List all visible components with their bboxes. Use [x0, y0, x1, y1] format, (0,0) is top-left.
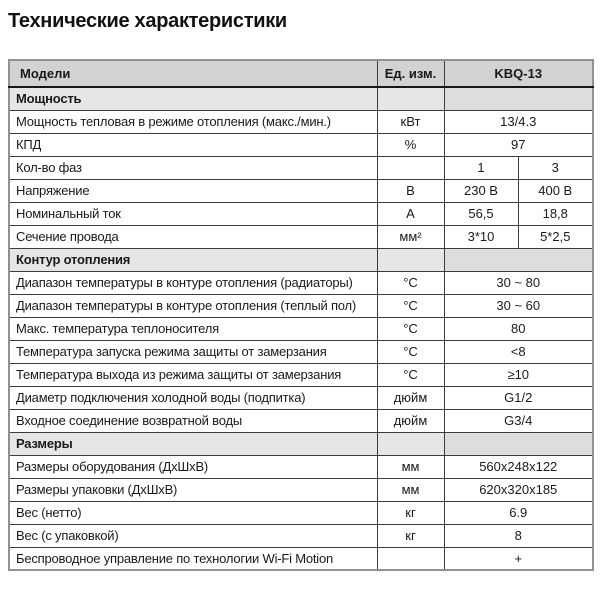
spec-table-body: [9, 87, 593, 570]
section-value-cell: [444, 248, 593, 271]
value-cell: +: [444, 547, 593, 570]
unit-cell: мм: [377, 478, 444, 501]
unit-cell: °С: [377, 340, 444, 363]
section-unit-cell: [377, 248, 444, 271]
unit-cell: °С: [377, 294, 444, 317]
table-row: [9, 133, 593, 156]
spec-table: [8, 59, 594, 571]
param-cell: Размеры оборудования (ДхШхВ): [9, 455, 377, 478]
section-row: [9, 432, 593, 455]
section-unit-cell: [377, 87, 444, 110]
value-cell: 400 В: [518, 179, 593, 202]
table-header-row: [9, 60, 593, 87]
value-cell: 30 ~ 60: [444, 294, 593, 317]
value-cell: 230 В: [444, 179, 518, 202]
param-cell: Размеры упаковки (ДхШхВ): [9, 478, 377, 501]
value-cell: 1: [444, 156, 518, 179]
unit-cell: мм²: [377, 225, 444, 248]
unit-cell: дюйм: [377, 386, 444, 409]
param-cell: Входное соединение возвратной воды: [9, 409, 377, 432]
unit-cell: %: [377, 133, 444, 156]
section-label: Размеры: [9, 432, 377, 455]
section-label: Мощность: [9, 87, 377, 110]
param-cell: Мощность тепловая в режиме отопления (макс./мин.): [9, 110, 377, 133]
unit-cell: °С: [377, 317, 444, 340]
unit-cell: В: [377, 179, 444, 202]
value-cell: 5*2,5: [518, 225, 593, 248]
table-row: [9, 179, 593, 202]
unit-cell: °С: [377, 363, 444, 386]
section-row: [9, 87, 593, 110]
value-cell: 18,8: [518, 202, 593, 225]
unit-cell: кг: [377, 501, 444, 524]
param-cell: Кол-во фаз: [9, 156, 377, 179]
value-cell: 620x320x185: [444, 478, 593, 501]
section-row: [9, 248, 593, 271]
table-row: [9, 202, 593, 225]
table-row: [9, 547, 593, 570]
unit-cell: [377, 156, 444, 179]
unit-cell: кг: [377, 524, 444, 547]
table-row: [9, 501, 593, 524]
param-cell: Беспроводное управление по технологии Wi-Fi Motion: [9, 547, 377, 570]
param-cell: Вес (с упаковкой): [9, 524, 377, 547]
table-row: [9, 386, 593, 409]
unit-cell: А: [377, 202, 444, 225]
header-models: Модели: [9, 60, 377, 87]
value-cell: <8: [444, 340, 593, 363]
table-row: [9, 478, 593, 501]
unit-cell: дюйм: [377, 409, 444, 432]
section-value-cell: [444, 87, 593, 110]
page: [8, 10, 592, 571]
value-cell: G1/2: [444, 386, 593, 409]
value-cell: 3*10: [444, 225, 518, 248]
page-title: Технические характеристики: [8, 10, 287, 32]
table-row: [9, 363, 593, 386]
table-row: [9, 156, 593, 179]
header-model-name: KBQ-13: [444, 60, 593, 87]
value-cell: 97: [444, 133, 593, 156]
value-cell: 6.9: [444, 501, 593, 524]
table-row: [9, 455, 593, 478]
param-cell: Диапазон температуры в контуре отопления (радиаторы): [9, 271, 377, 294]
value-cell: 8: [444, 524, 593, 547]
value-cell: 80: [444, 317, 593, 340]
unit-cell: кВт: [377, 110, 444, 133]
value-cell: ≥10: [444, 363, 593, 386]
table-row: [9, 524, 593, 547]
value-cell: 56,5: [444, 202, 518, 225]
param-cell: Сечение провода: [9, 225, 377, 248]
param-cell: Макс. температура теплоносителя: [9, 317, 377, 340]
header-unit: Ед. изм.: [377, 60, 444, 87]
param-cell: Температура выхода из режима защиты от замерзания: [9, 363, 377, 386]
table-row: [9, 271, 593, 294]
table-row: [9, 409, 593, 432]
table-row: [9, 317, 593, 340]
param-cell: Диаметр подключения холодной воды (подпитка): [9, 386, 377, 409]
param-cell: КПД: [9, 133, 377, 156]
section-unit-cell: [377, 432, 444, 455]
table-row: [9, 294, 593, 317]
value-cell: 3: [518, 156, 593, 179]
unit-cell: °С: [377, 271, 444, 294]
value-cell: 13/4.3: [444, 110, 593, 133]
table-row: [9, 110, 593, 133]
param-cell: Номинальный ток: [9, 202, 377, 225]
param-cell: Диапазон температуры в контуре отопления (теплый пол): [9, 294, 377, 317]
param-cell: Вес (нетто): [9, 501, 377, 524]
section-value-cell: [444, 432, 593, 455]
unit-cell: мм: [377, 455, 444, 478]
unit-cell: [377, 547, 444, 570]
value-cell: 30 ~ 80: [444, 271, 593, 294]
value-cell: 560x248x122: [444, 455, 593, 478]
table-row: [9, 340, 593, 363]
table-row: [9, 225, 593, 248]
param-cell: Напряжение: [9, 179, 377, 202]
param-cell: Температура запуска режима защиты от замерзания: [9, 340, 377, 363]
section-label: Контур отопления: [9, 248, 377, 271]
value-cell: G3/4: [444, 409, 593, 432]
